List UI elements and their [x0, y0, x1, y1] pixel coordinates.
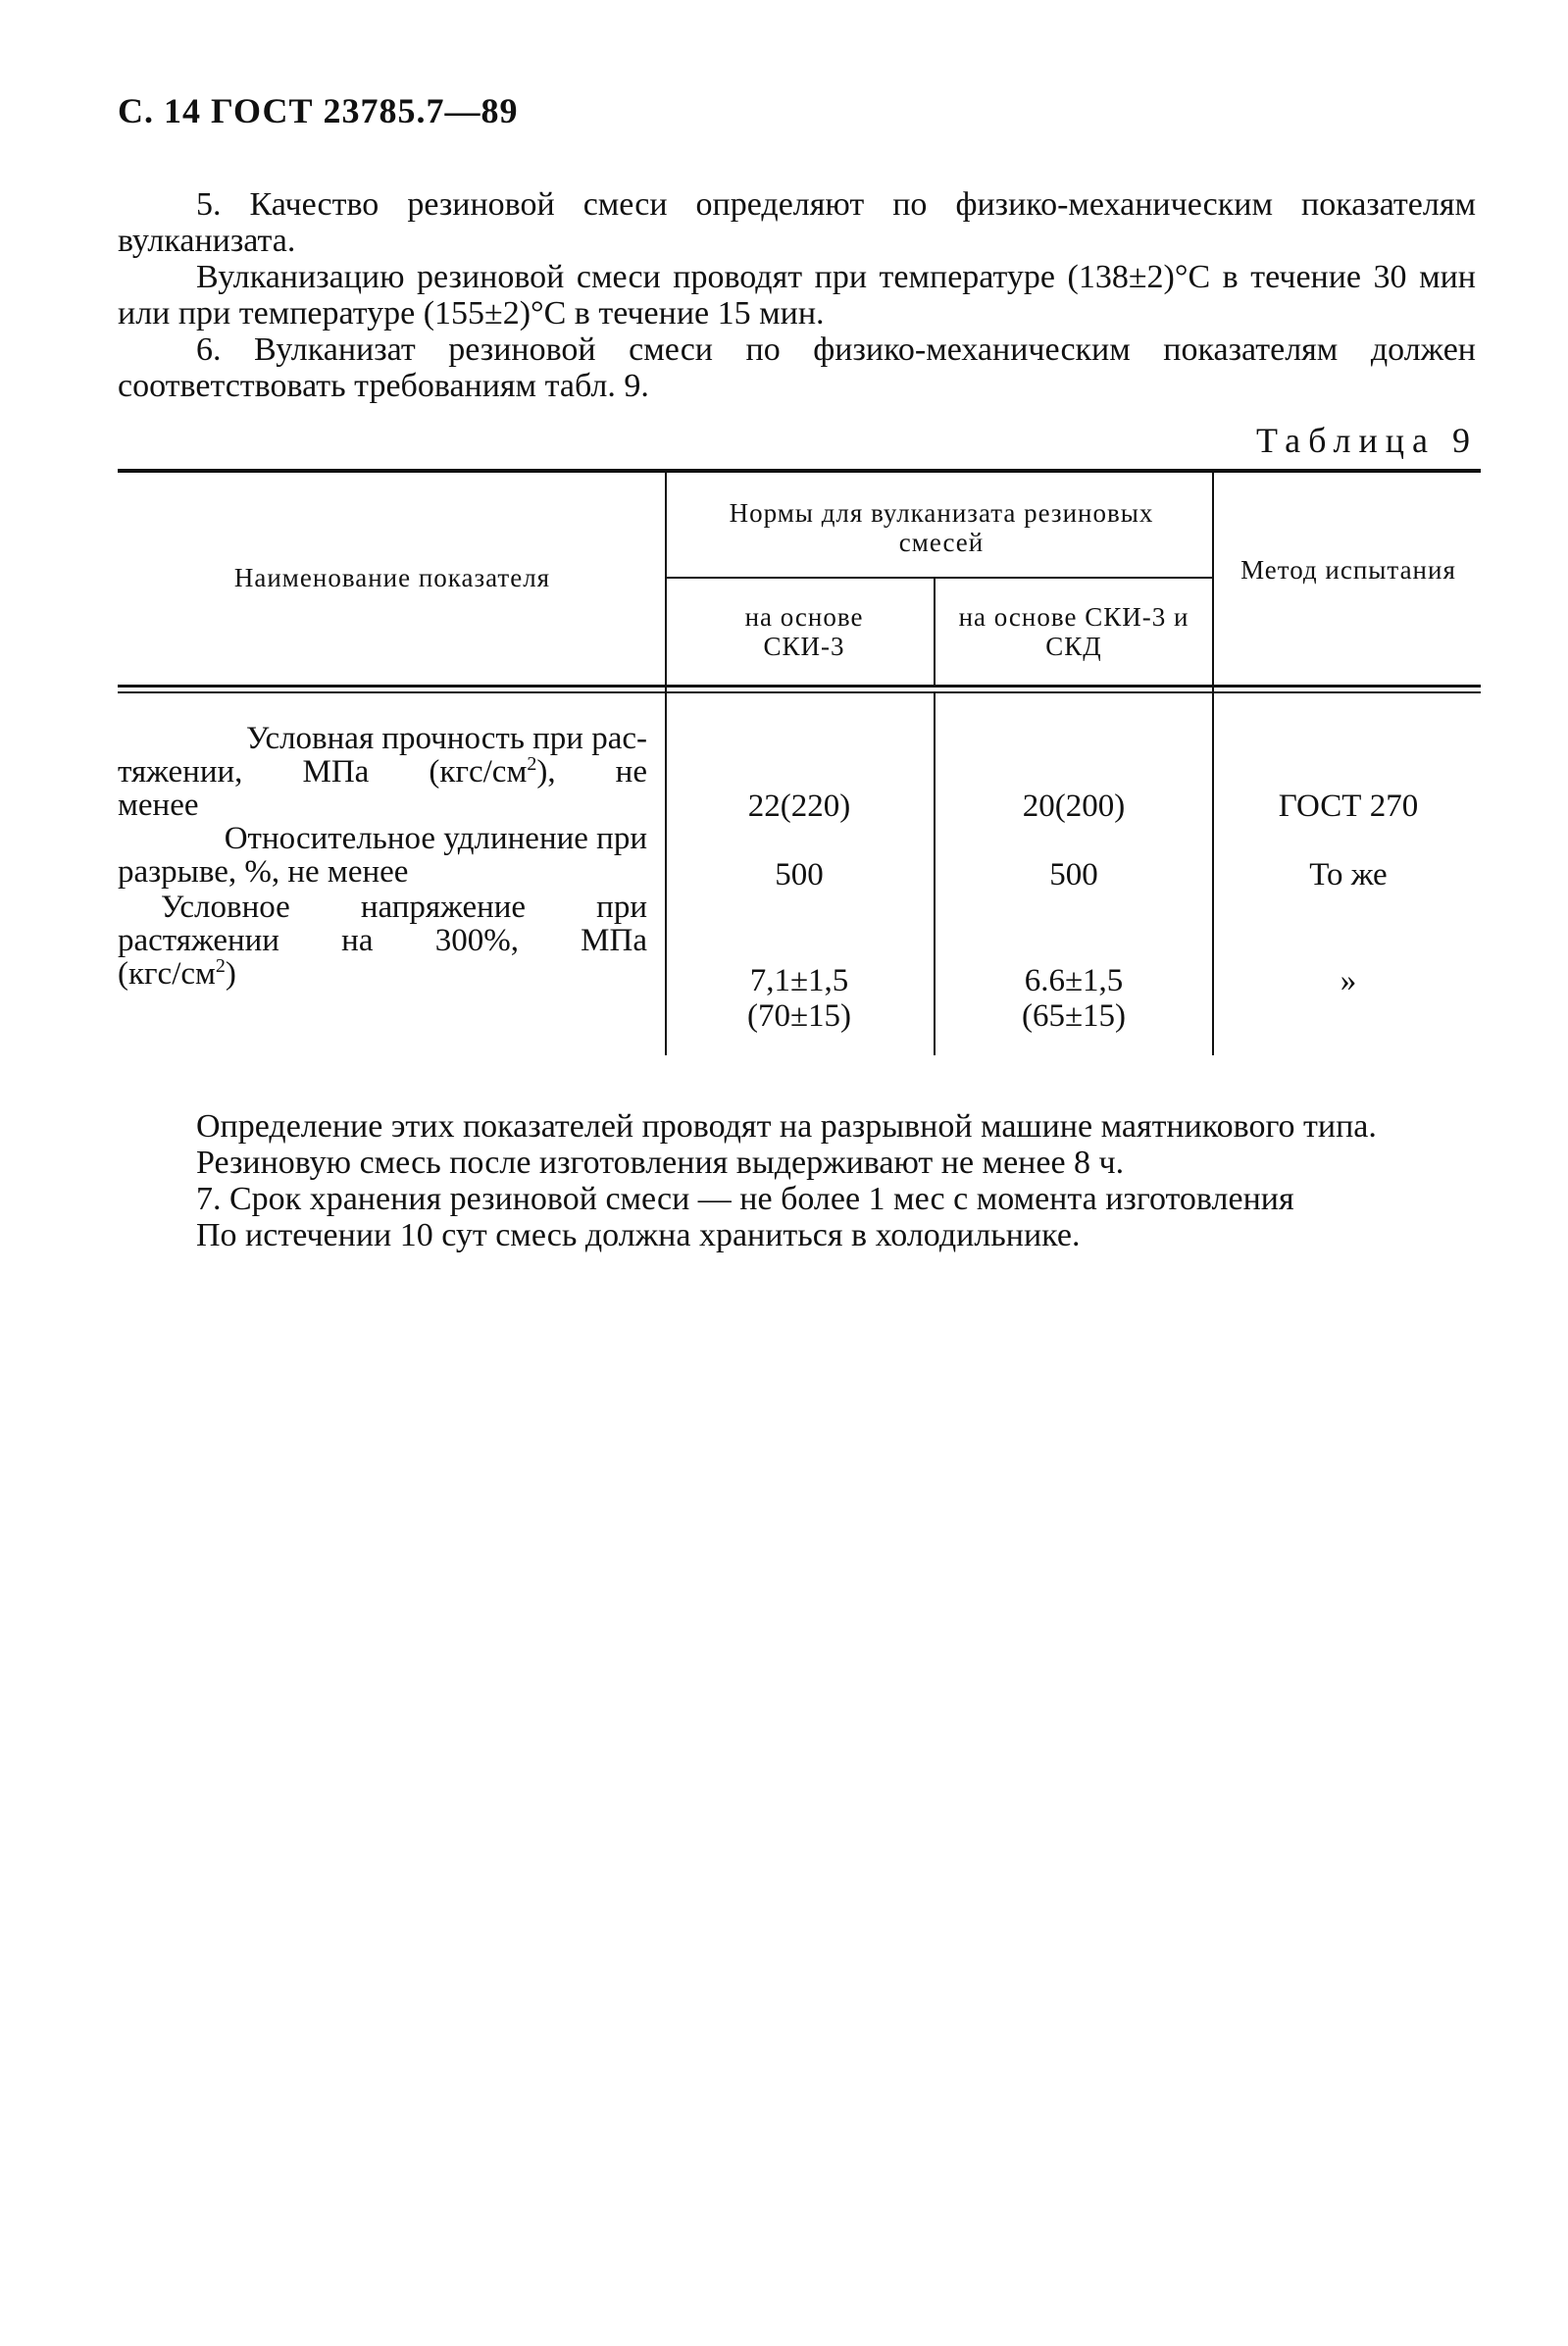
- col-divider-1: [665, 473, 667, 1055]
- paragraph-6: 6. Вулканизат резиновой смеси по физико-механическим показателям должен соответствовать требованиям табл. 9.: [118, 332, 1476, 404]
- row-2-name: Относительное удлинение при разрыве, %, не менее: [118, 821, 647, 890]
- col-divider-2-head: [934, 579, 936, 685]
- header-method: Метод испытания: [1240, 555, 1456, 585]
- row-3-method: »: [1340, 963, 1357, 998]
- paragraph-storage: По истечении 10 сут смесь должна храниться в холодильнике.: [196, 1217, 1081, 1253]
- paragraph-5: 5. Качество резиновой смеси определяют по физико-механическим показателям вулканизата.: [118, 186, 1477, 259]
- header-col-b: на основе СКИ-3 и СКД: [958, 602, 1189, 661]
- row-3-col-b: 6.6±1,5 (65±15): [1021, 963, 1127, 1034]
- header-norms: Нормы для вулканизата резиновых смесей: [729, 498, 1154, 557]
- row-2-method: То же: [1309, 857, 1388, 892]
- intro-paragraphs: [118, 186, 1476, 404]
- table-caption: Таблица 9: [1256, 421, 1478, 460]
- header-bottom-rule: [118, 685, 1481, 688]
- row-2-col-b: 500: [1049, 857, 1098, 892]
- header-subrule: [667, 577, 1214, 579]
- row-3-name: Условное напряжение при растяжении на 300%, МПа $(кгс/см^2)$: [118, 890, 647, 992]
- row-1-method: ГОСТ 270: [1278, 789, 1419, 824]
- paragraph-vulcanization: Вулканизацию резиновой смеси проводят при температуре (138±2)°С в течение 30 мин или при температуре (155±2)°С в течение 15 мин.: [118, 259, 1476, 332]
- header-col-a: на основе СКИ-3: [744, 602, 864, 661]
- col-divider-2: [934, 693, 936, 1055]
- row-3-col-a: 7,1±1,5 (70±15): [746, 963, 852, 1034]
- row-2-col-a: 500: [775, 857, 824, 892]
- closing-paragraphs: [118, 1108, 1476, 1253]
- col-divider-3: [1212, 473, 1214, 1055]
- page-header: С. 14 ГОСТ 23785.7—89: [118, 91, 519, 130]
- header-bottom-rule-2: [118, 691, 1481, 693]
- header-name: Наименование показателя: [233, 563, 551, 592]
- paragraph-hold-time: Резиновую смесь после изготовления выдерживают не менее 8 ч.: [196, 1145, 1125, 1181]
- row-1-col-a: 22(220): [747, 789, 851, 824]
- row-1-name: Условная прочность при рас- тяжении, МПа $(кгс/см^2)$, не менее: [118, 721, 647, 823]
- paragraph-7: 7. Срок хранения резиновой смеси — не более 1 мес с момента изготовления: [196, 1181, 1294, 1217]
- data-table: [118, 469, 1481, 1057]
- paragraph-test-method: Определение этих показателей проводят на разрывной машине маятникового типа.: [196, 1108, 1377, 1145]
- row-1-col-b: 20(200): [1022, 789, 1126, 824]
- table-top-rule: [118, 469, 1481, 473]
